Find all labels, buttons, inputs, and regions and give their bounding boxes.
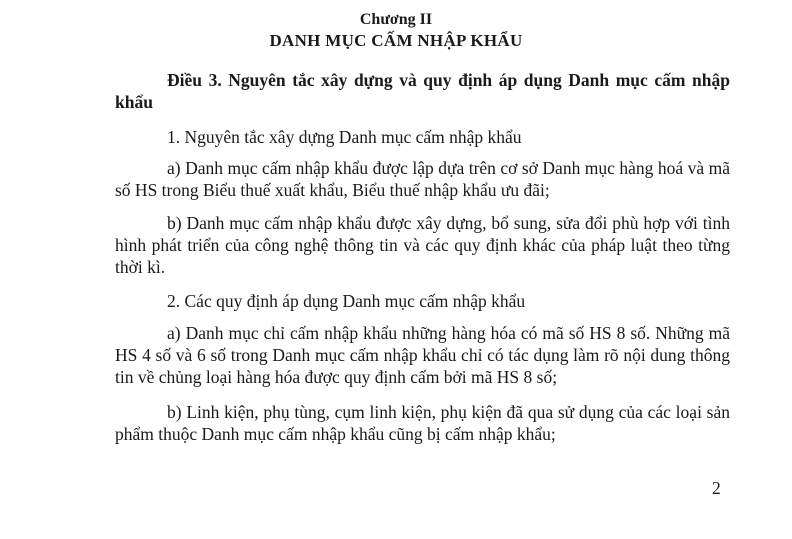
section-2-item-b: b) Linh kiện, phụ tùng, cụm linh kiện, phụ kiện đã qua sử dụng của các loại sản phẩm thuộc Danh mục cấm nhập khẩu cũng bị cấm nhập khẩu;	[115, 402, 730, 444]
section-1-heading: 1. Nguyên tắc xây dựng Danh mục cấm nhập khẩu	[167, 127, 522, 147]
page-number: 2	[712, 478, 721, 498]
section-1-item-b: b) Danh mục cấm nhập khẩu được xây dựng, bổ sung, sửa đổi phù hợp với tình hình phát triển của công nghệ thông tin và các quy định khác của pháp luật theo từng thời kì.	[115, 213, 730, 277]
article-heading: Điều 3. Nguyên tắc xây dựng và quy định áp dụng Danh mục cấm nhập khẩu	[115, 70, 730, 112]
section-1-item-a: a) Danh mục cấm nhập khẩu được lập dựa trên cơ sở Danh mục hàng hoá và mã số HS trong Biểu thuế xuất khẩu, Biểu thuế nhập khẩu ưu đãi;	[115, 158, 730, 200]
chapter-title: DANH MỤC CẤM NHẬP KHẨU	[269, 31, 523, 50]
section-2-heading: 2. Các quy định áp dụng Danh mục cấm nhập khẩu	[167, 291, 526, 311]
section-2-item-a: a) Danh mục chỉ cấm nhập khẩu những hàng hóa có mã số HS 8 số. Những mã HS 4 số và 6 số trong Danh mục cấm nhập khẩu chỉ có tác dụng làm rõ nội dung thông tin về chủng loại hàng hóa được quy định cấm bởi mã HS 8 số;	[115, 323, 730, 387]
chapter-number: Chương II	[359, 11, 433, 28]
